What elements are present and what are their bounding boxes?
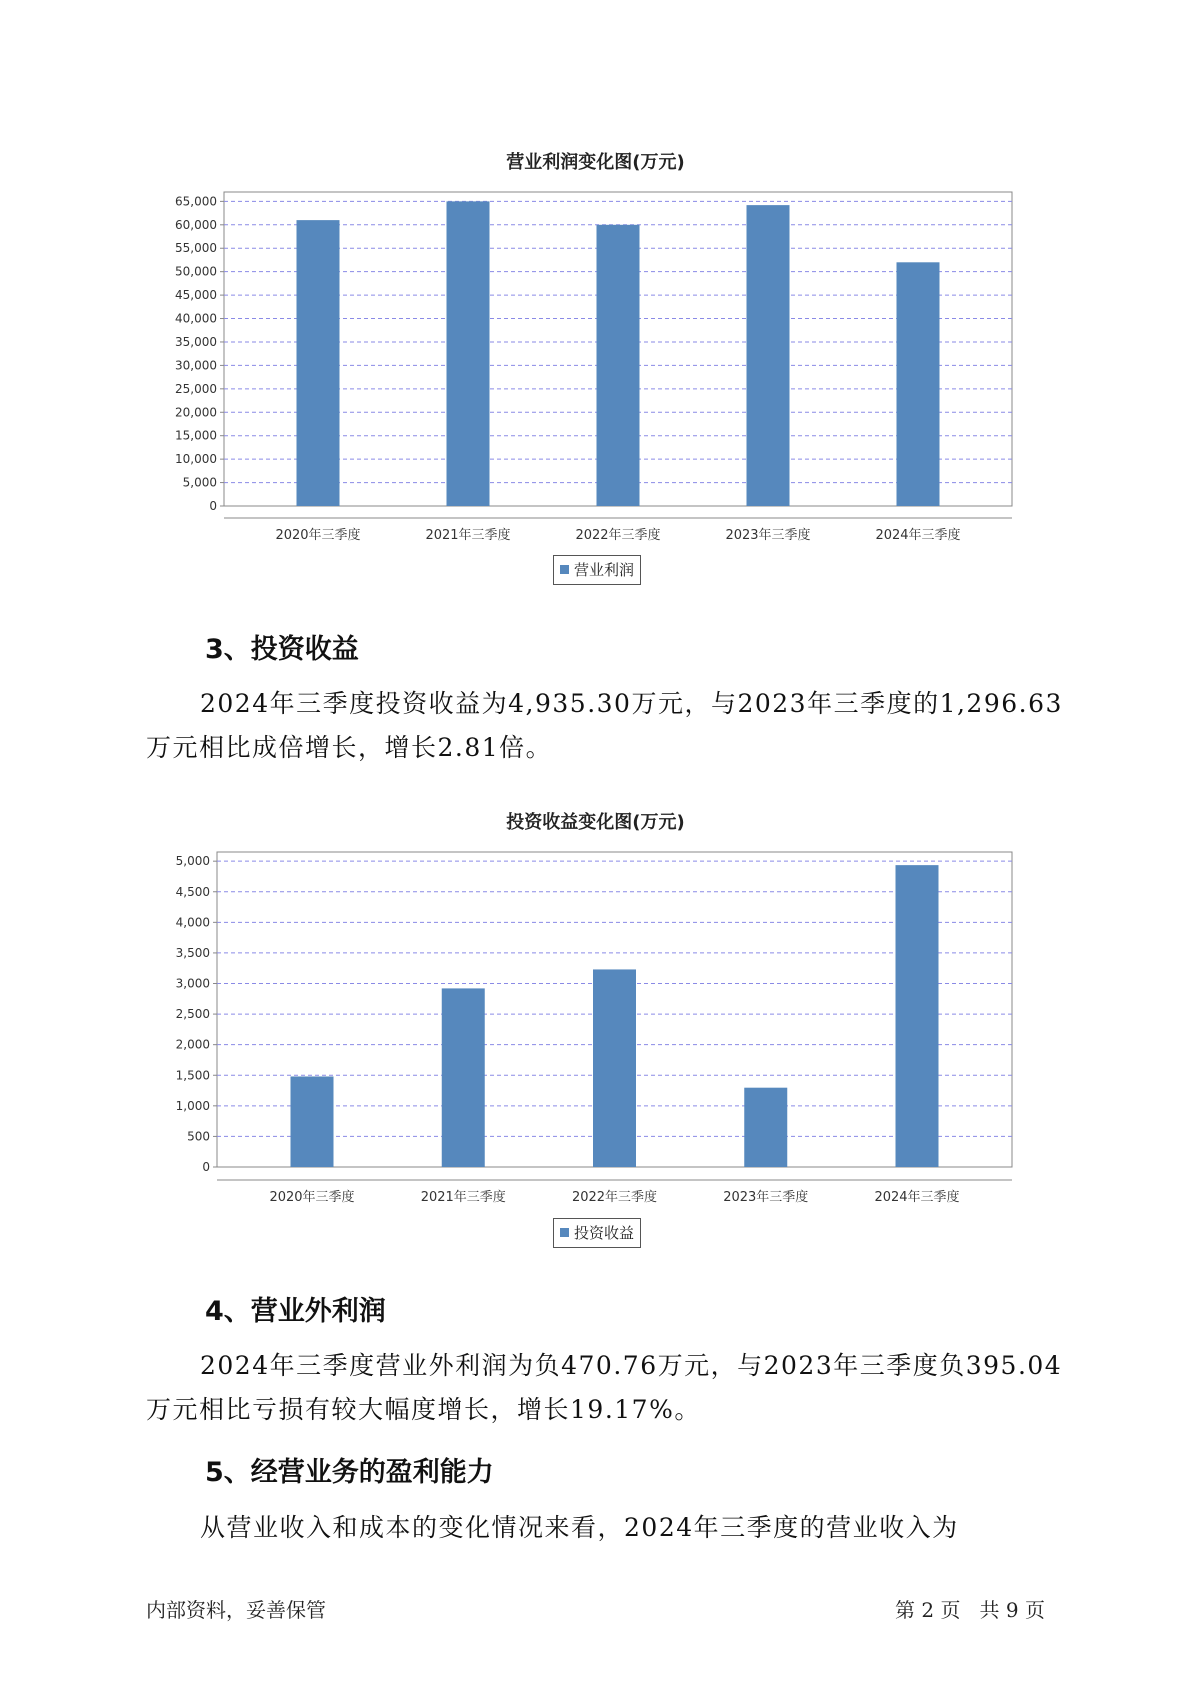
x-tick-label: 2021年三季度 [425,528,511,543]
y-tick-label: 45,000 [175,288,217,303]
footer-confidential-note: 内部资料，妥善保管 [146,1598,326,1622]
section-heading-non-operating-profit: 4、营业外利润 [205,1296,386,1327]
y-tick-label: 20,000 [175,405,217,420]
y-tick-label: 35,000 [175,334,217,349]
y-tick-label: 500 [187,1129,210,1144]
x-tick-label: 2021年三季度 [420,1190,506,1205]
footer-page-number: 第 2 页 共 9 页 [895,1598,1045,1622]
bar [442,988,485,1167]
paragraph-line: 2024年三季度投资收益为4,935.30万元，与2023年三季度的1,296.63 [200,689,1063,718]
section-heading-investment-income: 3、投资收益 [205,634,359,665]
paragraph-line: 从营业收入和成本的变化情况来看，2024年三季度的营业收入为 [200,1513,959,1542]
y-tick-label: 65,000 [175,194,217,209]
y-tick-label: 55,000 [175,241,217,256]
x-tick-label: 2023年三季度 [723,1190,809,1205]
y-tick-label: 60,000 [175,217,217,232]
y-tick-label: 15,000 [175,428,217,443]
bar [744,1088,787,1167]
x-tick-label: 2020年三季度 [269,1190,355,1205]
paragraph-line: 2024年三季度营业外利润为负470.76万元，与2023年三季度负395.04 [200,1351,1063,1380]
paragraph-profitability [146,1506,1046,1550]
y-tick-label: 10,000 [175,452,217,467]
paragraph-line: 万元相比亏损有较大幅度增长，增长19.17%。 [146,1395,701,1424]
y-tick-label: 0 [202,1160,210,1174]
bar [291,1076,334,1167]
y-tick-label: 0 [209,499,217,513]
section-heading-profitability: 5、经营业务的盈利能力 [205,1457,494,1488]
chart-title: 营业利润变化图(万元) [506,152,685,173]
y-tick-label: 40,000 [175,311,217,326]
chart-legend [553,1218,641,1248]
legend-swatch [560,1228,569,1237]
x-tick-label: 2020年三季度 [275,528,361,543]
y-tick-label: 50,000 [175,264,217,279]
legend-label: 营业利润 [574,561,635,579]
y-tick-label: 25,000 [175,381,217,396]
paragraph-line: 万元相比成倍增长，增长2.81倍。 [146,733,553,762]
y-tick-label: 1,000 [175,1098,210,1113]
y-tick-label: 2,000 [175,1037,210,1052]
y-tick-label: 3,500 [175,945,210,960]
y-tick-label: 2,500 [175,1007,210,1022]
y-tick-label: 4,000 [175,915,210,930]
y-tick-label: 30,000 [175,358,217,373]
bar [593,969,636,1167]
bar [896,865,939,1167]
x-tick-label: 2024年三季度 [874,1190,960,1205]
y-tick-label: 5,000 [175,854,210,869]
y-tick-label: 4,500 [175,884,210,899]
x-tick-label: 2022年三季度 [575,528,661,543]
y-tick-label: 1,500 [175,1068,210,1083]
paragraph-non-operating-profit [146,1344,1063,1432]
y-tick-label: 5,000 [182,475,217,490]
chart-title: 投资收益变化图(万元) [506,812,685,833]
x-tick-label: 2024年三季度 [875,528,961,543]
x-tick-label: 2022年三季度 [571,1190,658,1205]
x-tick-label: 2023年三季度 [725,528,811,543]
y-tick-label: 3,000 [175,976,210,991]
legend-label: 投资收益 [574,1224,635,1242]
